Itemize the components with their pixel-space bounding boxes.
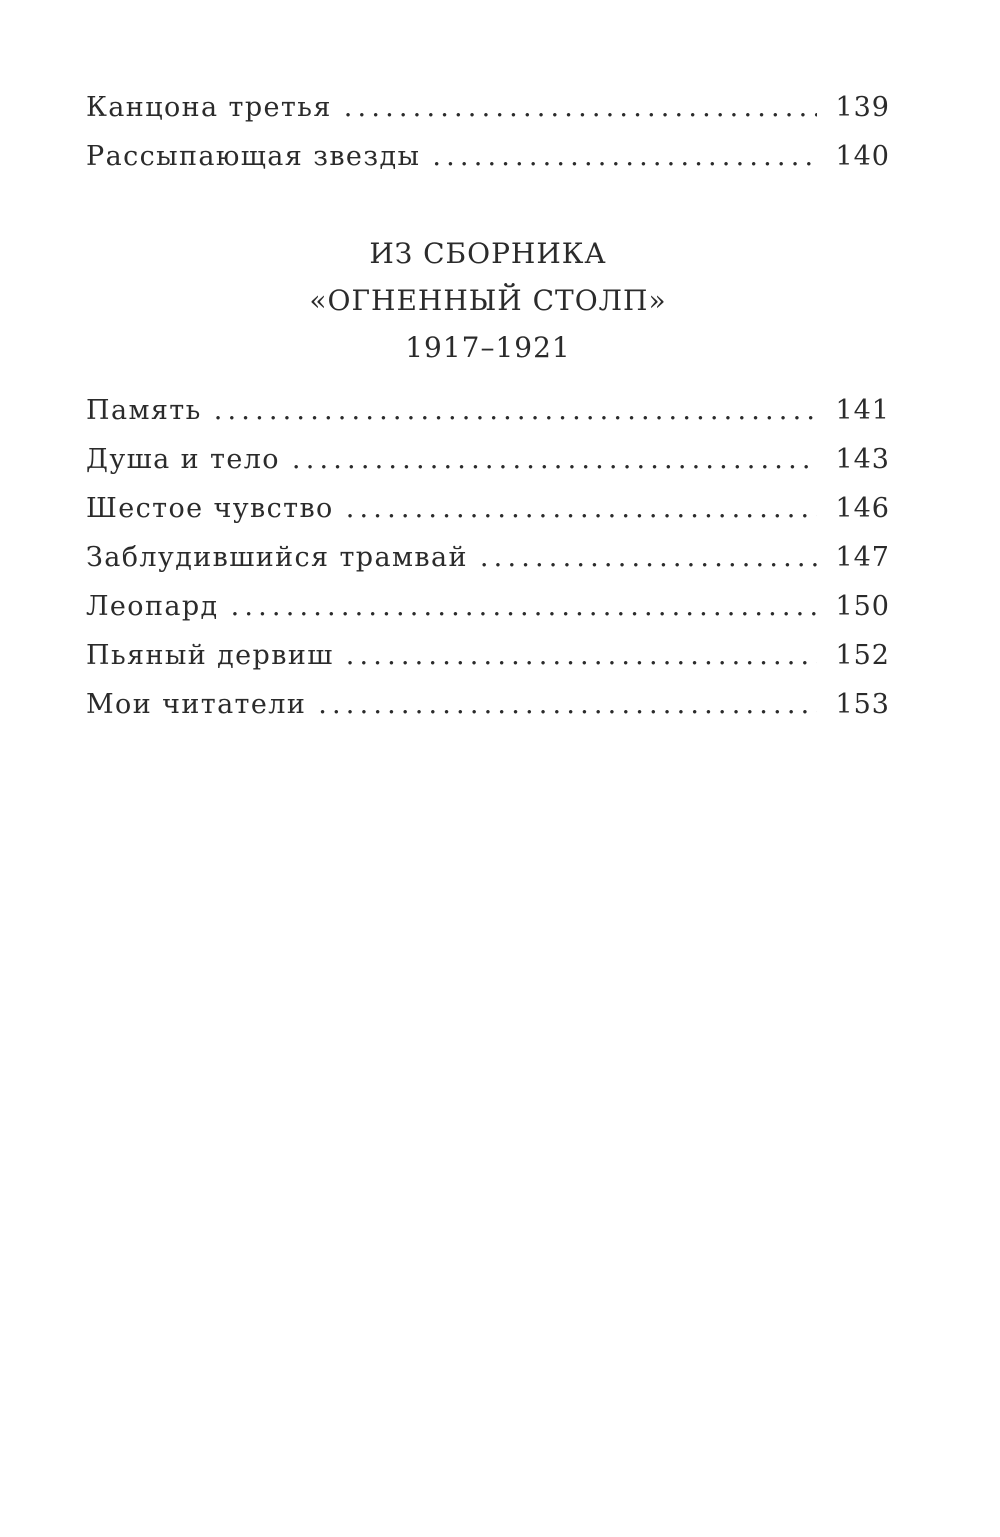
toc-entry[interactable] [86,591,890,640]
toc-entry-title: Канцона третья [86,92,332,123]
toc-entry-title: Заблудившийся трамвай [86,542,468,573]
toc-entry-page: 146 [835,493,890,524]
table-of-contents-page [86,92,890,738]
toc-entry-page: 147 [835,542,890,573]
dot-leader [214,395,818,426]
toc-entry-title: Леопард [86,591,219,622]
toc-entry[interactable] [86,395,890,444]
section-heading-years: 1917–1921 [405,331,571,364]
dot-leader [346,640,818,671]
toc-entry-page: 141 [835,395,890,426]
toc-entry[interactable] [86,542,890,591]
section-heading-line1: ИЗ СБОРНИКА [369,237,607,270]
dot-leader [432,141,817,172]
dot-leader [318,689,817,720]
toc-entry-title: Память [86,395,202,426]
toc-entry-title: Рассыпающая звезды [86,141,421,172]
dot-leader [344,92,818,123]
dot-leader [346,493,818,524]
toc-entry-title: Мои читатели [86,689,307,720]
toc-entry-title: Пьяный дервиш [86,640,334,671]
toc-entry[interactable] [86,444,890,493]
toc-entry[interactable] [86,92,890,141]
toc-entry-page: 152 [835,640,890,671]
toc-entry-page: 153 [835,689,890,720]
toc-entry-title: Душа и тело [86,444,280,475]
toc-entry[interactable] [86,493,890,542]
toc-entry[interactable] [86,141,890,190]
section-heading-line2: «ОГНЕННЫЙ СТОЛП» [309,284,667,317]
section-heading [86,230,890,371]
toc-entry-page: 139 [835,92,890,123]
toc-entry[interactable] [86,689,890,738]
dot-leader [480,542,818,573]
dot-leader [231,591,818,622]
dot-leader [292,444,818,475]
toc-entry-page: 150 [835,591,890,622]
toc-entry[interactable] [86,640,890,689]
toc-entry-page: 143 [835,444,890,475]
toc-entry-title: Шестое чувство [86,493,334,524]
toc-entry-page: 140 [835,141,890,172]
